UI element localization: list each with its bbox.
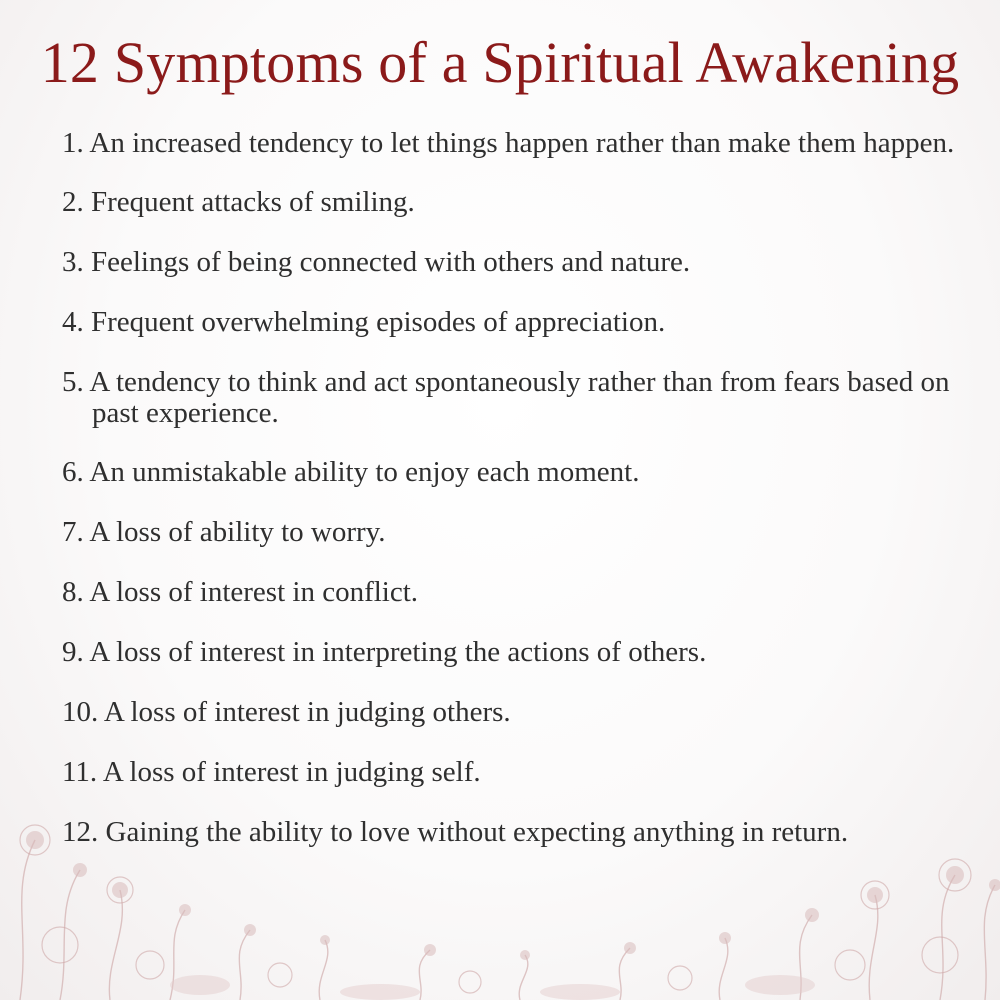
list-item: 5. A tendency to think and act spontaneously rather than from fears based on past experience.: [62, 366, 950, 429]
list-item: 9. A loss of interest in interpreting the actions of others.: [62, 636, 707, 668]
list-item: 4. Frequent overwhelming episodes of appreciation.: [62, 306, 666, 338]
list-item: 11. A loss of interest in judging self.: [62, 756, 481, 788]
list-item: 8. A loss of interest in conflict.: [62, 576, 419, 608]
list-item: 10. A loss of interest in judging others.: [62, 696, 511, 728]
symptoms-list: [62, 128, 962, 848]
list-item: 3. Feelings of being connected with others and nature.: [62, 246, 691, 278]
list-item: 6. An unmistakable ability to enjoy each moment.: [62, 456, 640, 488]
list-item: 7. A loss of ability to worry.: [62, 516, 386, 548]
list-item: 2. Frequent attacks of smiling.: [62, 186, 415, 218]
list-item: 1. An increased tendency to let things happen rather than make them happen.: [62, 127, 955, 159]
page-title: 12 Symptoms of a Spiritual Awakening: [40, 30, 960, 95]
list-item: 12. Gaining the ability to love without expecting anything in return.: [62, 816, 849, 848]
